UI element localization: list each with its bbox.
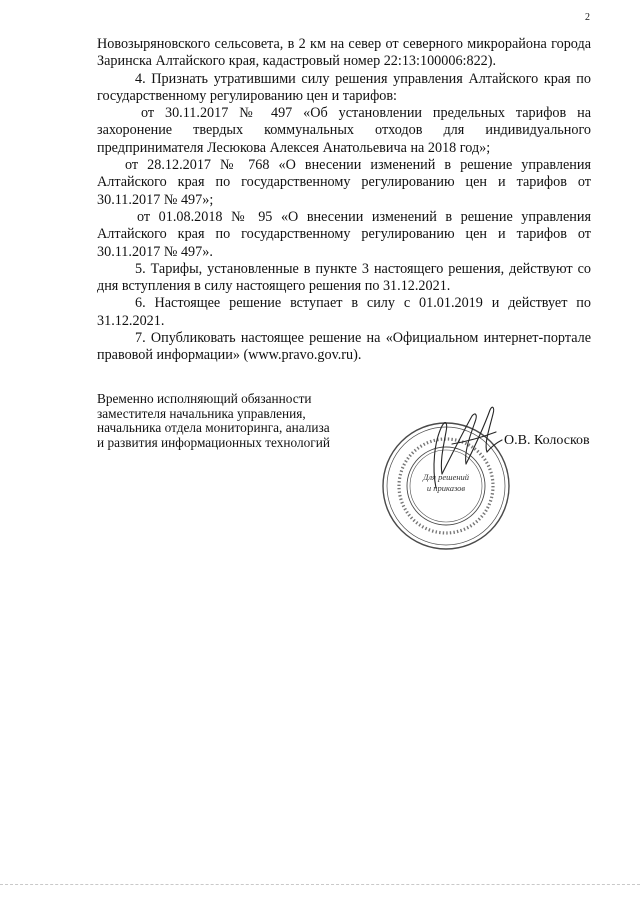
signatory-position-line: Временно исполняющий обязанности [97,391,312,406]
official-stamp [372,402,520,552]
page-bottom-edge [0,884,640,885]
paragraph: 5. Тарифы, установленные в пункте 3 настоящего решения, действуют со дня вступления в силу настоящего решения по 31.12.2021. [97,260,591,295]
paragraph: от 01.08.2018 № 95 «О внесении изменений в решение управления Алтайского края по государственному регулированию цен и тарифов от 30.11.2017 № 497». [97,208,591,260]
signatory-position-line: заместителя начальника управления, [97,405,306,421]
paragraph: от 30.11.2017 № 497 «Об установлении предельных тарифов на захоронение твердых коммунальных отходов для индивидуального предпринимателя Лесюкова Алексея Анатольевича на 2018 год»; [97,105,591,156]
document-body [97,36,591,365]
paragraph: от 28.12.2017 № 768 «О внесении изменений в решение управления Алтайского края по государственному регулированию цен и тарифов от 30.11.2017 № 497»; [97,157,591,208]
page-number: 2 [585,12,590,23]
stamp-text-line: Для решений [422,472,470,482]
signatory-position-line: и развития информационных технологий [97,434,330,450]
signatory-position-line: начальника отдела мониторинга, анализа [97,420,330,436]
stamp-text-line: и приказов [426,483,466,493]
paragraph: 7. Опубликовать настоящее решение на «Официальном интернет-портале правовой информации» (www.pravo.gov.ru). [97,330,591,364]
signatory-position [97,392,367,450]
paragraph: Новозыряновского сельсовета, в 2 км на север от северного микрорайона города Заринска Алтайского края, кадастровый номер 22:13:100006:822). [97,36,591,70]
signatory-name: О.В. Колосков [504,433,590,448]
paragraph: 4. Признать утратившими силу решения управления Алтайского края по государственному регулированию цен и тарифов: [97,70,591,104]
paragraph: 6. Настоящее решение вступает в силу с 01.01.2019 и действует по 31.12.2021. [97,295,591,329]
